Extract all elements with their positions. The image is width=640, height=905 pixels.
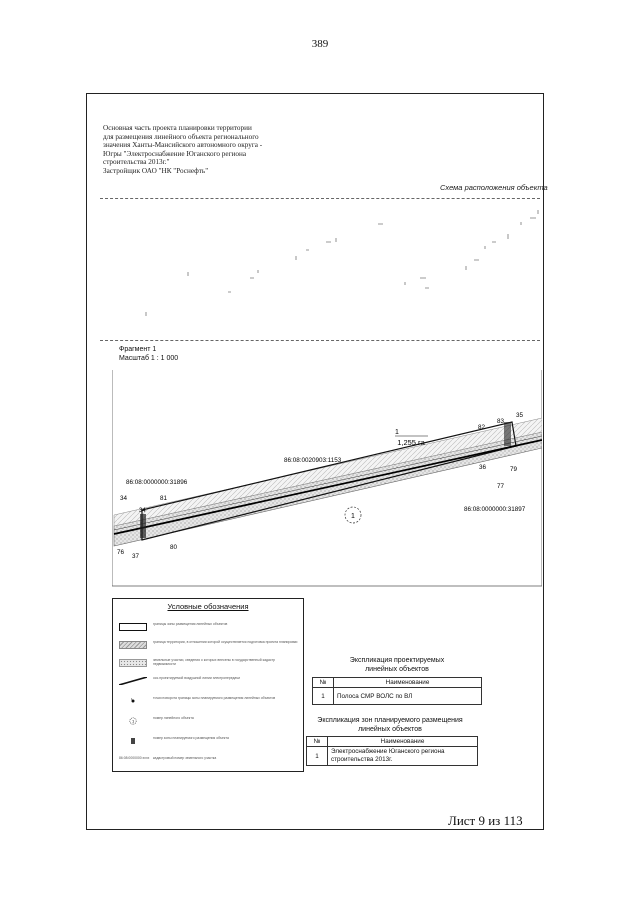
legend-box [112, 598, 304, 772]
point-label: 35 [516, 412, 524, 419]
circle-number-symbol [119, 717, 147, 725]
project-header [103, 124, 333, 176]
legend-title: Условные обозначения [167, 602, 249, 611]
page-number: 389 [311, 38, 329, 50]
scheme-top-border [100, 198, 540, 199]
point-label: 77 [497, 483, 505, 490]
header-line: строительства 2013г." [103, 158, 170, 167]
zones-table [306, 736, 478, 766]
legend-item: номер зоны планируемого размещения объекта [119, 735, 299, 747]
legend-item: 1 номер линейного объекта [119, 715, 299, 727]
table-title: линейных объектов [365, 665, 429, 673]
zone-boundary-symbol [119, 623, 147, 631]
header-line: Застройщик ОАО "НК "Роснефть" [103, 166, 209, 175]
table-title: Экспликация проектируемых [349, 657, 445, 664]
point-symbol [119, 697, 147, 705]
fragment-title: Фрагмент 1 [119, 346, 157, 353]
table-header-row: № Наименование [307, 737, 478, 747]
table-title: Экспликация зон планируемого размещения [317, 717, 463, 724]
svg-text:1: 1 [132, 718, 135, 724]
axis-line-symbol [119, 677, 147, 685]
legend-item: ось проектируемой воздушной линии электропередачи [119, 675, 299, 687]
table-title: линейных объектов [358, 725, 422, 733]
line-axis [114, 440, 542, 534]
object-number: 1 [351, 513, 355, 520]
objects-table [312, 677, 482, 705]
svg-text:1: 1 [131, 697, 133, 701]
cadastral-number: 86:08:0020903:1153 [284, 457, 342, 464]
start-marker [140, 514, 146, 538]
point-label: 76 [117, 549, 125, 556]
point-label: 37 [132, 553, 140, 560]
header-line: Югры "Электроснабжение Юганского региона [103, 149, 247, 158]
legend-item: 86:08:0000000:xxxx кадастровый номер земельного участка [119, 755, 299, 767]
fragment-caption [119, 345, 178, 363]
table-header-row: № Наименование [313, 678, 482, 688]
zones-explication [300, 717, 480, 766]
area-number: 1 [395, 429, 399, 436]
location-scheme [100, 200, 545, 340]
point-label: 34 [139, 508, 146, 514]
cadastral-sample: 86:08:0000000:xxxx [119, 756, 150, 760]
point-label: 36 [479, 464, 487, 471]
fragment-map [112, 370, 542, 592]
scheme-bottom-border [100, 340, 540, 341]
cadastral-number: 86:08:0000000:31897 [464, 506, 526, 513]
table-row: 1 Электроснабжение Юганского региона строительства 2013г. [307, 747, 478, 766]
header-line: Основная часть проекта планировки территории [103, 124, 252, 132]
objects-explication [312, 657, 482, 705]
cadastral-strip [114, 432, 542, 546]
header-line: для размещения линейного объекта регионального [103, 132, 259, 141]
zone-number-symbol [119, 737, 147, 745]
fragment-scale: Масштаб 1 : 1 000 [119, 355, 179, 362]
point-label: 81 [160, 495, 168, 502]
legend-item: 1 точки поворота границы зоны планируемого размещения линейных объектов [119, 695, 299, 707]
legend-item: земельные участки, сведения о которых внесены в государственный кадастр недвижимости [119, 657, 299, 669]
hatch-symbol [119, 641, 147, 649]
header-line: значения Ханты-Мансийского автономного округа - [103, 141, 263, 150]
cadastral-number: 86:08:0000000:31896 [126, 479, 188, 486]
scheme-title: Схема расположения объекта [440, 183, 548, 192]
dots-symbol [119, 659, 147, 667]
point-label: 34 [120, 495, 128, 502]
point-label: 79 [510, 466, 518, 473]
legend-item: граница территории, в отношении которой осуществляется подготовка проекта планировки [119, 639, 299, 651]
point-label: 82 [478, 424, 486, 431]
legend-item: границы зоны размещения линейных объектов [119, 621, 299, 633]
area-value: 1,255 га [397, 438, 425, 447]
point-label: 80 [170, 544, 178, 551]
sheet-label: Лист 9 из 113 [448, 813, 523, 828]
table-row: 1 Полоса СМР ВОЛС по ВЛ [313, 688, 482, 705]
end-marker [504, 422, 511, 446]
point-label: 83 [497, 418, 505, 425]
